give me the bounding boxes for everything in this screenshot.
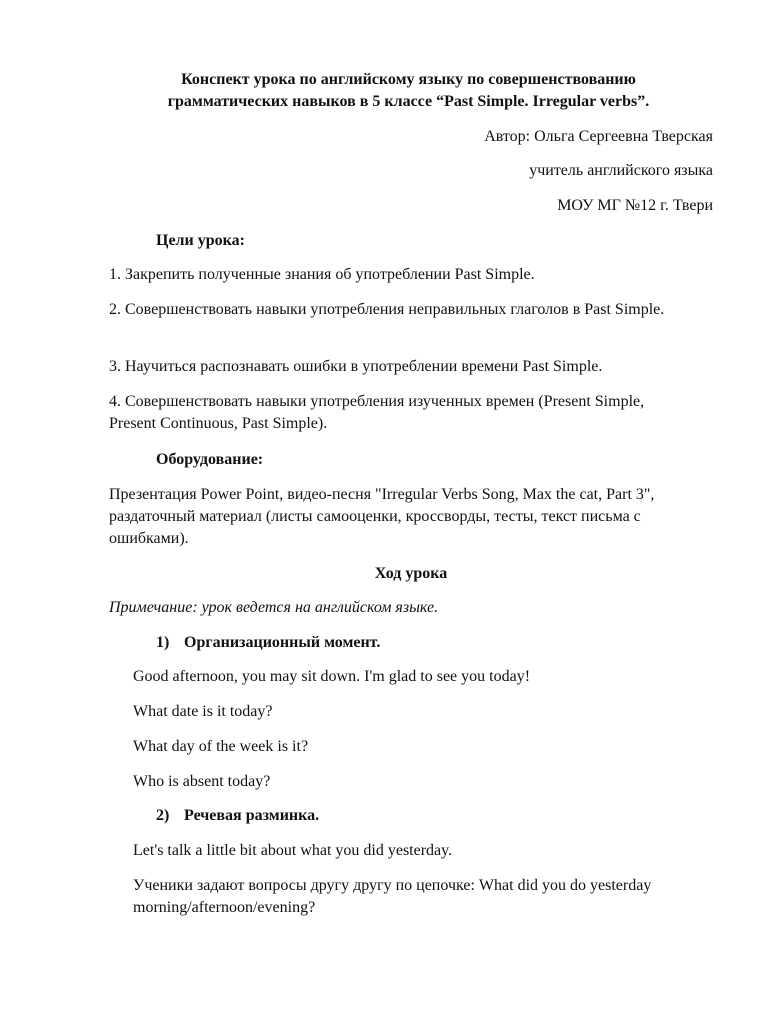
- lesson-note: Примечание: урок ведется на английском языке.: [109, 599, 439, 616]
- title-line-1: Конспект урока по английскому языку по совершенствованию: [181, 71, 636, 88]
- goal-item-3: 3. Научиться распознавать ошибки в употреблении времени Past Simple.: [109, 358, 603, 375]
- goal-item-1: 1. Закрепить полученные знания об употреблении Past Simple.: [109, 266, 535, 283]
- section-1-heading: [156, 632, 676, 654]
- goal-item-2: 2. Совершенствовать навыки употребления неправильных глаголов в Past Simple.: [109, 301, 665, 318]
- title-line-2: грамматических навыков в 5 классе “Past Simple. Irregular verbs”.: [167, 93, 650, 110]
- section-2-number: 2): [156, 807, 170, 824]
- section-1-line-3: What day of the week is it?: [133, 738, 309, 755]
- section-2-title: Речевая разминка.: [184, 807, 320, 824]
- section-2-heading: [156, 805, 676, 827]
- section-1-line-4: Who is absent today?: [133, 773, 271, 790]
- section-1-line-1: Good afternoon, you may sit down. I'm glad to see you today!: [133, 668, 531, 685]
- author-line: Автор: Ольга Сергеевна Тверская: [484, 128, 713, 145]
- author-school: МОУ МГ №12 г. Твери: [557, 197, 713, 214]
- section-1-title: Организационный момент.: [184, 634, 381, 651]
- equipment-heading: Оборудование:: [156, 451, 264, 468]
- equipment-text: Презентация Power Point, видео-песня "Irregular Verbs Song, Max the cat, Part 3", раздаточный материал (листы самооценки, кроссворды, тесты, текст письма с ошибками).: [109, 486, 655, 547]
- section-2-line-1: Let's talk a little bit about what you did yesterday.: [133, 842, 453, 859]
- lesson-heading: Ход урока: [374, 565, 448, 582]
- goal-item-4: 4. Совершенствовать навыки употребления изученных времен (Present Simple, Present Continuous, Past Simple).: [109, 393, 645, 432]
- document-title: [100, 69, 717, 113]
- goals-heading: Цели урока:: [156, 232, 245, 249]
- section-2-line-2: Ученики задают вопросы другу другу по цепочке: What did you do yesterday morning/afternoon/evening?: [133, 877, 652, 916]
- section-1-line-2: What date is it today?: [133, 703, 273, 720]
- section-1-number: 1): [156, 634, 170, 651]
- author-position: учитель английского языка: [529, 162, 713, 179]
